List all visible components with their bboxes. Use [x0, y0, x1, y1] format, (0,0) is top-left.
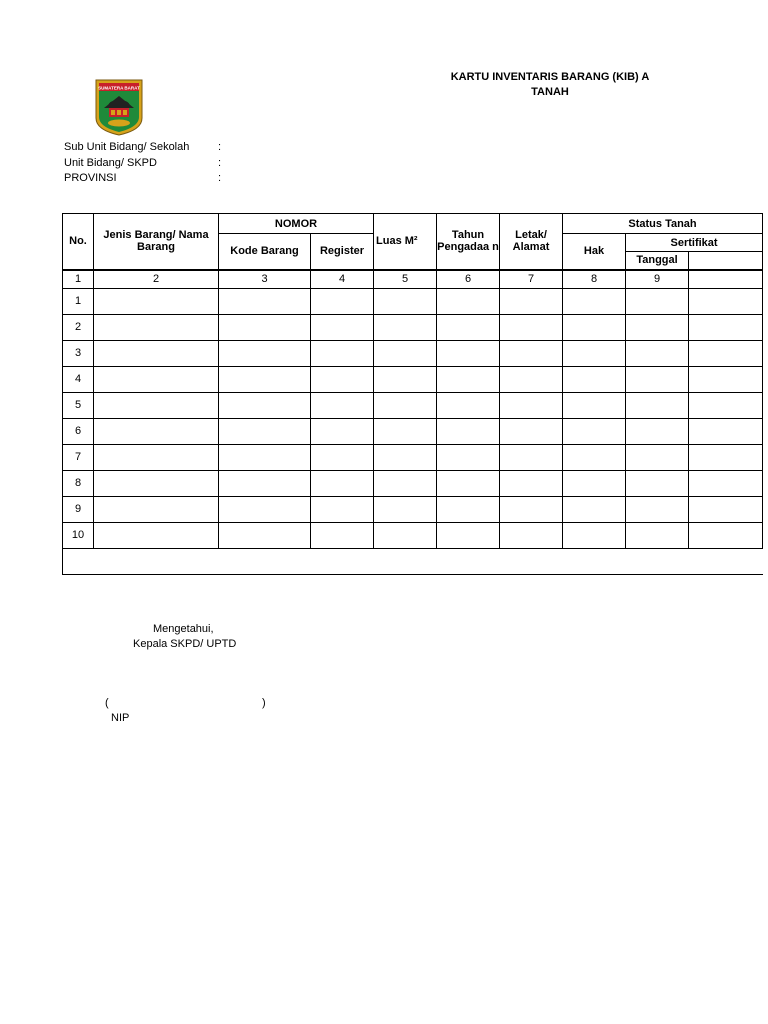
column-number-row	[63, 270, 763, 289]
table-footer-row	[63, 548, 763, 574]
cell-kode-barang[interactable]	[219, 340, 311, 366]
column-number-empty	[689, 270, 763, 289]
cell-hak[interactable]	[563, 470, 626, 496]
header-tanggal: Tanggal	[626, 252, 689, 270]
row-number: 4	[63, 366, 94, 392]
cell-letak[interactable]	[500, 288, 563, 314]
table-row	[63, 496, 763, 522]
header-kode-barang: Kode Barang	[219, 234, 311, 270]
cell-hak[interactable]	[563, 392, 626, 418]
cell-tanggal[interactable]	[626, 418, 689, 444]
row-number: 2	[63, 314, 94, 340]
cell-hak[interactable]	[563, 340, 626, 366]
cell-tahun[interactable]	[437, 288, 500, 314]
table-footer-cell	[63, 548, 763, 574]
table-row	[63, 418, 763, 444]
header-jenis-barang: Jenis Barang/ Nama Barang	[94, 214, 219, 270]
cell-tanggal[interactable]	[626, 314, 689, 340]
table-row	[63, 444, 763, 470]
nip-label: NIP	[111, 712, 130, 724]
header-empty-cell	[689, 252, 763, 270]
cell-kode-barang[interactable]	[219, 288, 311, 314]
cell-nomor-sertifikat[interactable]	[689, 444, 763, 470]
column-number: 8	[563, 270, 626, 289]
cell-register[interactable]	[311, 392, 374, 418]
cell-kode-barang[interactable]	[219, 418, 311, 444]
cell-letak[interactable]	[500, 470, 563, 496]
header-register: Register	[311, 234, 374, 270]
cell-luas[interactable]	[374, 314, 437, 340]
cell-nomor-sertifikat[interactable]	[689, 392, 763, 418]
cell-jenis-barang[interactable]	[94, 366, 219, 392]
meta-colon: :	[218, 172, 222, 184]
cell-kode-barang[interactable]	[219, 392, 311, 418]
signature-close-paren: )	[262, 697, 266, 709]
cell-luas[interactable]	[374, 522, 437, 548]
header-hak: Hak	[563, 234, 626, 270]
meta-row-unit	[64, 156, 228, 172]
meta-colon: :	[218, 156, 222, 169]
cell-letak[interactable]	[500, 366, 563, 392]
cell-tanggal[interactable]	[626, 444, 689, 470]
cell-kode-barang[interactable]	[219, 366, 311, 392]
cell-register[interactable]	[311, 340, 374, 366]
province-logo	[94, 78, 144, 136]
inventory-table	[62, 213, 763, 575]
cell-jenis-barang[interactable]	[94, 522, 219, 548]
cell-jenis-barang[interactable]	[94, 392, 219, 418]
inventory-table-container	[62, 213, 718, 593]
cell-luas[interactable]	[374, 470, 437, 496]
cell-letak[interactable]	[500, 418, 563, 444]
cell-tanggal[interactable]	[626, 470, 689, 496]
cell-letak[interactable]	[500, 444, 563, 470]
cell-nomor-sertifikat[interactable]	[689, 366, 763, 392]
header-luas: Luas M²	[374, 214, 437, 270]
cell-letak[interactable]	[500, 340, 563, 366]
cell-tahun[interactable]	[437, 522, 500, 548]
cell-hak[interactable]	[563, 288, 626, 314]
title-line-2: TANAH	[531, 86, 569, 98]
row-number: 10	[63, 522, 94, 548]
cell-kode-barang[interactable]	[219, 496, 311, 522]
row-number: 9	[63, 496, 94, 522]
meta-label: PROVINSI	[64, 172, 117, 184]
cell-tahun[interactable]	[437, 418, 500, 444]
cell-jenis-barang[interactable]	[94, 470, 219, 496]
cell-register[interactable]	[311, 496, 374, 522]
identity-fields	[64, 140, 228, 187]
meta-colon: :	[218, 141, 222, 153]
cell-jenis-barang[interactable]	[94, 496, 219, 522]
header-sertifikat: Sertifikat	[626, 234, 763, 252]
header-letak-alamat: Letak/ Alamat	[500, 214, 563, 270]
cell-tahun[interactable]	[437, 392, 500, 418]
cell-hak[interactable]	[563, 522, 626, 548]
signature-open-paren: (	[105, 697, 109, 709]
cell-kode-barang[interactable]	[219, 444, 311, 470]
cell-hak[interactable]	[563, 444, 626, 470]
cell-luas[interactable]	[374, 418, 437, 444]
table-row	[63, 470, 763, 496]
row-number: 3	[63, 340, 94, 366]
cell-tahun[interactable]	[437, 366, 500, 392]
meta-row-provinsi	[64, 171, 228, 187]
cell-luas[interactable]	[374, 288, 437, 314]
table-row	[63, 366, 763, 392]
cell-register[interactable]	[311, 366, 374, 392]
cell-register[interactable]	[311, 314, 374, 340]
column-number: 6	[437, 270, 500, 289]
cell-jenis-barang[interactable]	[94, 418, 219, 444]
title-line-1: KARTU INVENTARIS BARANG (KIB) A	[450, 71, 650, 83]
cell-luas[interactable]	[374, 392, 437, 418]
cell-nomor-sertifikat[interactable]	[689, 314, 763, 340]
cell-hak[interactable]	[563, 418, 626, 444]
header-no: No.	[63, 214, 94, 270]
column-number: 5	[374, 270, 437, 289]
cell-nomor-sertifikat[interactable]	[689, 470, 763, 496]
cell-tanggal[interactable]	[626, 392, 689, 418]
table-row	[63, 340, 763, 366]
cell-register[interactable]	[311, 418, 374, 444]
row-number: 5	[63, 392, 94, 418]
logo-text: SUMATERA BARAT	[98, 85, 140, 91]
cell-kode-barang[interactable]	[219, 470, 311, 496]
sumatera-barat-emblem-icon	[94, 78, 144, 136]
cell-nomor-sertifikat[interactable]	[689, 496, 763, 522]
cell-register[interactable]	[311, 444, 374, 470]
cell-hak[interactable]	[563, 314, 626, 340]
cell-tahun[interactable]	[437, 340, 500, 366]
cell-jenis-barang[interactable]	[94, 288, 219, 314]
row-number: 8	[63, 470, 94, 496]
row-number: 6	[63, 418, 94, 444]
meta-row-sub-unit	[64, 140, 228, 156]
row-number: 7	[63, 444, 94, 470]
cell-luas[interactable]	[374, 340, 437, 366]
cell-letak[interactable]	[500, 314, 563, 340]
jabatan-label: Kepala SKPD/ UPTD	[133, 638, 237, 650]
meta-label: Sub Unit Bidang/ Sekolah	[64, 141, 190, 153]
cell-letak[interactable]	[500, 392, 563, 418]
cell-tahun[interactable]	[437, 314, 500, 340]
cell-tanggal[interactable]	[626, 288, 689, 314]
table-row	[63, 288, 763, 314]
document-title	[440, 70, 660, 100]
cell-register[interactable]	[311, 288, 374, 314]
cell-tanggal[interactable]	[626, 366, 689, 392]
column-number: 4	[311, 270, 374, 289]
cell-tanggal[interactable]	[626, 522, 689, 548]
cell-luas[interactable]	[374, 366, 437, 392]
cell-nomor-sertifikat[interactable]	[689, 522, 763, 548]
cell-tanggal[interactable]	[626, 496, 689, 522]
cell-tahun[interactable]	[437, 444, 500, 470]
cell-nomor-sertifikat[interactable]	[689, 288, 763, 314]
cell-jenis-barang[interactable]	[94, 314, 219, 340]
column-number: 7	[500, 270, 563, 289]
column-number: 1	[63, 270, 94, 289]
cell-jenis-barang[interactable]	[94, 444, 219, 470]
cell-luas[interactable]	[374, 496, 437, 522]
cell-kode-barang[interactable]	[219, 314, 311, 340]
cell-luas[interactable]	[374, 444, 437, 470]
cell-letak[interactable]	[500, 496, 563, 522]
cell-register[interactable]	[311, 522, 374, 548]
cell-tanggal[interactable]	[626, 340, 689, 366]
header-status-tanah: Status Tanah	[563, 214, 763, 234]
cell-letak[interactable]	[500, 522, 563, 548]
cell-tahun[interactable]	[437, 470, 500, 496]
cell-hak[interactable]	[563, 366, 626, 392]
header-nomor: NOMOR	[219, 214, 374, 234]
cell-register[interactable]	[311, 470, 374, 496]
cell-nomor-sertifikat[interactable]	[689, 418, 763, 444]
table-row	[63, 522, 763, 548]
cell-kode-barang[interactable]	[219, 522, 311, 548]
cell-jenis-barang[interactable]	[94, 340, 219, 366]
row-number: 1	[63, 288, 94, 314]
table-row	[63, 314, 763, 340]
cell-nomor-sertifikat[interactable]	[689, 340, 763, 366]
column-number: 9	[626, 270, 689, 289]
column-number: 3	[219, 270, 311, 289]
header-tahun-pengadaan: Tahun Pengadaa n	[437, 214, 500, 270]
meta-label: Unit Bidang/ SKPD	[64, 156, 157, 169]
cell-hak[interactable]	[563, 496, 626, 522]
mengetahui-label: Mengetahui,	[153, 623, 214, 635]
table-row	[63, 392, 763, 418]
cell-tahun[interactable]	[437, 496, 500, 522]
column-number: 2	[94, 270, 219, 289]
